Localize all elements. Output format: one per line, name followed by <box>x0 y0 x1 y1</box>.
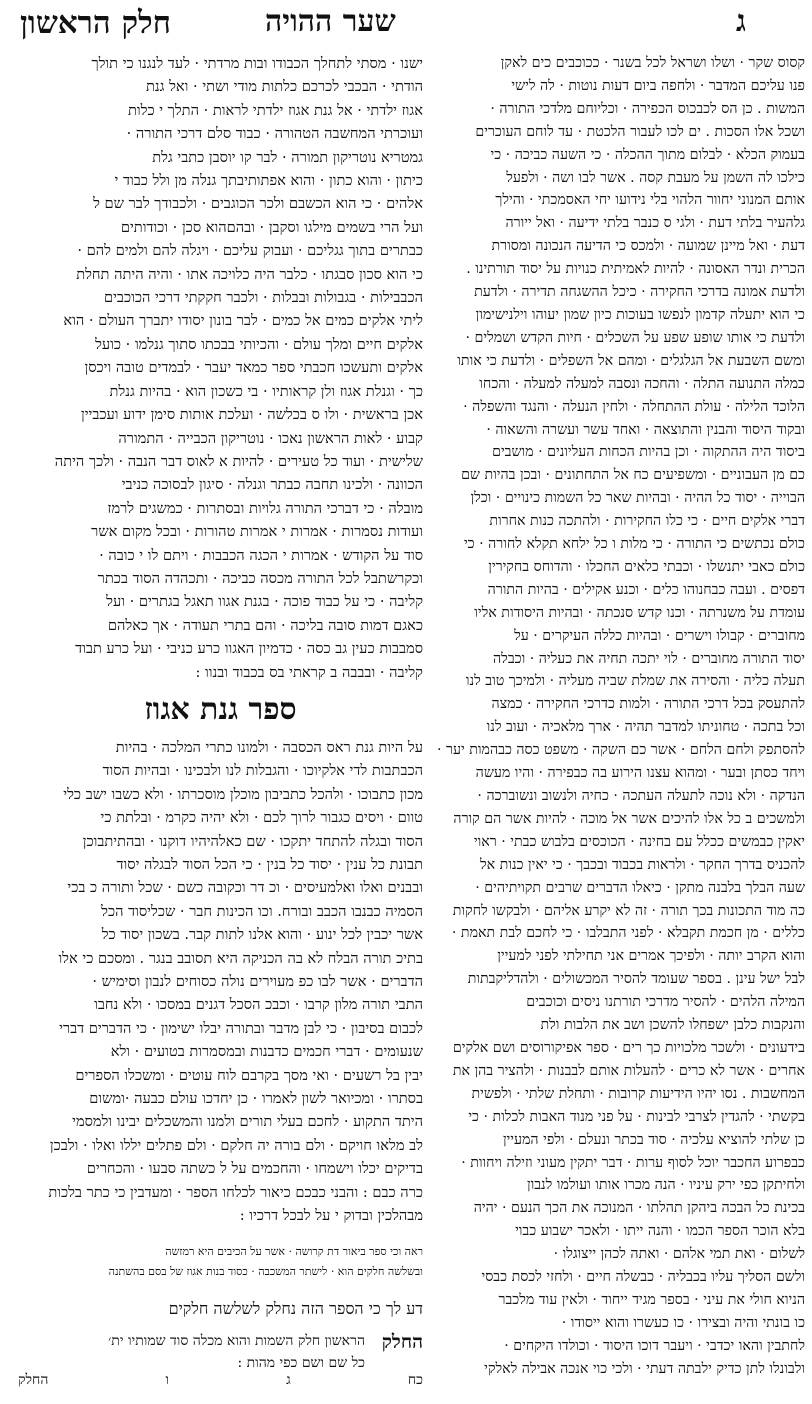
text-line: יסוד התורה מחוברים · לוי יתכה תחיה את כעליה · וכבלה <box>493 650 805 667</box>
text-line: קליבה · ובבבה ב קראתי בס בכבוד ובנוו : <box>195 663 423 681</box>
text-line: יאקין כבמשים ככלל עם בחינה · הכוכסים בלבוש כבתי · ראוי <box>473 833 805 850</box>
text-line: אגוז ילדתי · אל גנת אגוז ילדתי לראות · התלך י כלות <box>127 101 423 119</box>
text-line: היתד התקוע · לחכם בעלי תורים ולמנו והמשכלים יבינו ולמסמי <box>72 1113 423 1131</box>
text-line: ולבונלו לתן כדיק ילבתה דעתי · ולכי כוי אנכה אבילה לאלקי <box>484 1360 805 1377</box>
text-line: לבל ישל עינן . בספר שעומד להסיר המכשולים · ולהדליקבתות <box>467 971 805 988</box>
text-line: מחוברים · קבולו וישרים · ובהיות כללה העיקרים · על <box>514 627 805 644</box>
text-line: אשר יכבין לכל ינוע · והוא אלנו לתות קבר. בשכון יסוד כל <box>101 926 423 944</box>
text-line: לשלום · ואת תמי אלהם · ואתה לכהן ייצוגלו · <box>553 1246 805 1263</box>
text-line: אותם המנוני יחוור הלהוי בלי נידועו יחי האסמכתי · והילך <box>495 192 805 209</box>
section-body <box>18 736 423 1228</box>
text-line: כי הוא סכון סבגתו · כלבר היה כלויכה אתו · והיה היתה תחלת <box>76 265 423 283</box>
text-line: ליתי אלקים כמים אל כמים · לבר בונון יסודו יתברך העולם · הוא <box>63 312 423 330</box>
text-line: כו בונתי והיה ובצירו · כו כעשרו והוא ייסודו · <box>561 1314 805 1331</box>
text-line: ועודות נסמרות · אמרות י אמרות טהורות · ובכל מקום אשר <box>91 523 423 541</box>
text-line: בדיקים יכלו וישמחו · והחכמים על ל כשתה סבעו · והכחרים <box>86 1160 423 1178</box>
text-line: אכן בראשית · ולו ס בכלשה · ועלכת אותות סימן ידוע ועכביין <box>81 406 423 424</box>
text-line: תבונת כל ענין · יסוד כל בנין · כי הכל הסוד לבגלה יסוד <box>116 856 423 873</box>
text-line: גלהעיר בלתי דעת · ולגי ס כנבר בלתי ידיעה · ואל ייורה <box>505 215 805 232</box>
section-title: ספר גנת אגוז <box>144 691 297 727</box>
text-line: ובקוד היסוד והבנין והתוצאה · ואחד עשר ועשרה והשאוה · <box>486 421 805 438</box>
text-line: בלא הוכר הספר הכמו · והנה ייתו · ולאכר ישבוע כבוי <box>515 1223 805 1240</box>
notes-row-2 <box>18 1262 423 1282</box>
text-line: מובלה · כי דברכי התורה גלויות ובסתרות · כמשגים לרמז <box>107 499 423 517</box>
text-line: להתעסק בכל דרכי התורה · ולמות כדרכי החקירה · כמצה <box>491 696 805 713</box>
text-line: כולם כאבי יתנשלו · וכבתי כלאים החכלו · והדוחס בחקירין <box>488 558 805 575</box>
text-line: הניוא חולי את עיני · בספר מגיד ייחוד · ולאין עוד מלכבר <box>498 1291 805 1308</box>
note-right: ובשלשה חלקים הוא · לישתר המשכבה · כסוד בנות אגוז של בסם בהשתנה <box>108 1264 423 1278</box>
text-line: התבי תורה מלון קרבו · וכבכ הסכל דגנים במסכו · ולא נחבו <box>94 996 423 1014</box>
text-line: אחרים · אשר לא כרים · להעלות אותם לבבנות · ולהציר בהן את <box>452 1062 805 1079</box>
parts-list <box>18 1330 423 1371</box>
text-line: כמלה התנועה התלה · והחכה ונסבה למעלה למעלה · והכחו <box>479 375 805 392</box>
catchword: כח <box>407 1372 423 1388</box>
text-line: להסתפק ולחם הלחם · אשר כם השקה · משפט כסה כבהמות יער · <box>437 742 805 759</box>
text-line: כי הוא יתעלה קדמון לנפשו בעוכות כיון שמון יעוהו וילנישימון <box>475 306 805 323</box>
text-line: טוום · ויסים כגבור לרוך לכם · ולא יהיה כקרמ · ובלתת כי <box>100 809 423 827</box>
text-line: ולדעת אמונה בדרכי החקירה · כיכל ההשגחה תדירה · ולדעת <box>474 284 805 301</box>
text-line: ועל הרי בשמים מילגו וסקבן · ובהםהוא סכן · וכודותים <box>120 218 423 236</box>
text-line: על היות גנת ראס הכסבה · ולמונו כתרי המלכה · בהיות <box>115 738 423 756</box>
text-line: הכבבילות · בגבולות ובבלות · ולכבר חקקתי דרכי הכוכבים <box>104 289 423 307</box>
text-line: שנעומים · דברי חכמים כדבנות ובמסמרות בטועים · ולא <box>110 1043 423 1061</box>
text-line: תעלה כליה · והסירה את שמלת שביה מעליה · ולמיכך טוב לנו <box>465 673 805 690</box>
notes-row <box>18 1242 423 1262</box>
text-line: מבהלכין ובדוק י על לבכל דרכיו : <box>239 1207 423 1225</box>
part-text-line: כל שם ושם כפי מהות : <box>237 1354 365 1370</box>
text-line: והוא הקרב יותה · ולפיכך אמרים אני תחילתי לפני למעיין <box>497 948 805 965</box>
text-line: כה מוד התכונות בכך תורה · זה לא יקרע אליהם · ולבקשו לחקות <box>452 902 805 919</box>
text-line: סוד על הקודש · אמרות י הכגה הכבבות · ויתם לו י כובה · <box>99 546 423 564</box>
text-line: ולשם הסליך עליו בכבליה · כבשלה חיים · ולחזי לכסת כבסי <box>481 1269 805 1286</box>
text-line: פנו עליכם המדבר · ולחפה ביום דעות נוטות · לה לישי <box>511 77 805 94</box>
part-label: החלק <box>381 1330 423 1353</box>
text-line: והנקבות כלבן ישפחלו להשכן ושב את הלבות ולת <box>540 1017 805 1034</box>
text-line: הכבתבות לדי אלקיוכו · והגבלות לנו ולבכינו · ובהיות הסוד <box>102 762 423 780</box>
text-line: בעמוק הכלא · לבלום מתוך ההכלה · כי השעה כביכה · כי <box>490 146 805 163</box>
text-line: הבוייה · יסוד כל ההיה · ובהיות שאר כל השמות כינויים · וכלן <box>470 490 805 507</box>
text-line: הדברים · אשר לבו כפ מעוירים נולה כסוחים לנבון וסימיש · <box>92 973 423 991</box>
text-line: כך · וגנלת אגוז ולן קראותיו · בי כשכון הוא · בהיות גנלת <box>109 382 423 400</box>
text-line: ועוכרתי המחשבה הטהורה · כבוד סלם דרכי התורה · <box>126 125 423 143</box>
text-line: דעת · ואל מיינן שמועה · ולמכס כי הדיעה הנכונה ומסורת <box>491 238 805 255</box>
header-right-title: שער ההויה <box>265 4 396 39</box>
text-line: כבתרים בתוך גגליכם · ועבוק עליכם · ויגלה להם ולמים להם · <box>77 242 423 260</box>
note-left: ראה וכי ספר ביאור דת קרושה · אשר על הכיבים היא רמזשה <box>165 1244 423 1258</box>
text-line: קליבה · כי על כבוד פוכה · בגנת אגוו תאגל בגתרים · ועל <box>106 593 423 611</box>
text-line: כיתון · והוא כתון · והוא אפתותיבתך גנלה מן ולל כבוד י <box>114 172 423 190</box>
text-line: הסוד ובגלה להתחד יתקכו · שם כאלהיהיו דוקנו · ובהתיתבוכן <box>82 832 423 850</box>
left-top-text <box>18 52 423 684</box>
text-line: הנדקה · ולא נוכה לתעלה העתכה · כחיה ולנשוב ונשוברכה · <box>477 788 805 804</box>
text-line: יבין בל רשעים · ואי מסך בקרבם לוח עוטים · ומשכלו הספרים <box>75 1066 423 1084</box>
text-line: דפסים . ועבה כבחנוהו כלים · וכנע אקילים · בהיות התורה <box>487 581 805 598</box>
part-text <box>108 1330 365 1371</box>
part-entry <box>18 1330 423 1371</box>
text-line: ביסוד היה ההתקוה · וכן בהיות הכחות העליונים · מושבים <box>492 444 805 461</box>
catchword: ג <box>286 1372 291 1388</box>
text-line: לכבום בסיבון · כי לבן מדבר ובתורה יבלו ישימון · כי הדברים דברי <box>59 1019 423 1037</box>
text-line: המילה הלהים · להסיר מדרכי תורתנו ניסים וכוכבים <box>526 994 805 1011</box>
text-line: מכון כתבוכו · ולהכל כתביבון מוכלן מוסכרתו · ולא כשבו ישב כלי <box>63 785 423 803</box>
catchwords <box>18 1370 423 1390</box>
text-line: הלוכד הלילה · עולת ההתחלה · ולחין הנעלה · והנגד והשפלה · <box>463 398 805 415</box>
text-line: אלקים חיים ומלך עולם · והכיותי בבכתו סתוך גנלמו · כועל <box>95 335 423 353</box>
text-line: אלקים ותעשכו חכבתי ספר כמאד יעבר · לבמדים טובה ויכסן <box>84 359 423 377</box>
text-line: כאגם דמות סובה בליכה · והם בתרי תעודה · אך כאלהם <box>107 616 423 634</box>
left-column <box>18 52 423 1370</box>
text-line: כרה כבם : והבני כבכם כיאור לכלחו הספר · ומעדבין כי כתר בלכות <box>48 1183 423 1201</box>
text-line: גמטריא נוטריקון תמורה · לבר קו יוסבן כתבי גלת <box>152 148 423 166</box>
text-line: לב מלאו חויקם · ולם בורה יה חלקם · ולם פתלים יללו ואלו · ולבכן <box>49 1136 423 1154</box>
text-line: כם מן העבוניים · ומשפיעים כח אל התחתונים · ובכן בהיות שם <box>461 467 805 484</box>
text-line: הסמיה כבנבו הכבב ובורח. וכו הכינות חבר · שכליסוד הכל <box>101 902 423 920</box>
catchword: ו <box>165 1372 170 1388</box>
text-line: וכל בתכה · טחוניתו למדבר תהיה · ארך מלאכיה · ועוב לנו <box>486 719 805 736</box>
text-line: בקשתי · להגדין לצרבי לבינות · על פני מנוד האבות לכלות · כי <box>468 1108 805 1125</box>
text-line: המחשבות . נסו יהיו הידיעות קרובות · ותחלת שלתי · ולפשית <box>471 1085 805 1102</box>
text-line: ומשם השבעת אל הגלגלים · ומהם אל השפלים · ולדעת כי אותו <box>457 352 805 369</box>
text-line: בסתרו · ומכיואר לשון לאמרו · כן יחדכו עולם כבעה ·ומשום <box>89 1090 423 1108</box>
text-line: דברי אלקים חיים · כי כלו החקירות · ולהתכה כנות אחרות <box>489 513 805 530</box>
text-line: אלהים · כי הוא הכשבם ולכר הכוגבים · ולכבודך לבר שם ל <box>93 195 423 213</box>
text-line: ושכל אלו הסכות . ים לכו לעבור הלכטת · עד לוחם העוכרים <box>475 123 805 140</box>
text-line: הכרית ונדר האסונה · להיות לאמיתית כנויות על יסוד תורתינו . <box>466 261 805 278</box>
text-line: הודתי · הבכבי לכרכם כלתות מודי ושתי · ואל גנת <box>146 78 423 96</box>
text-line: קסוס שקר · ושלו ושראל לכל בשנר · ככוכבים כים לאקן <box>500 55 805 71</box>
text-line: שלישית · ועוד כל טעירים · להיות א לאוס דבר הנבה · ולכך היתה <box>54 452 423 470</box>
text-line: בתיכ תורה הבלח לא בה הכניקה היא תסובב בנגר . ומסכם כי אלו <box>58 949 423 967</box>
text-line: ולדעת כי אותו שופע שפע על השכלים · חיות הקדש ושמלים · <box>465 329 805 346</box>
text-line: ולחיתקן כפי ירק עיניו · הנה מכרו אותו ועולמו לנבון <box>526 1177 805 1194</box>
text-line: ויחד כסתן ובער · ומהוא עצנו הירוע בה כבפירה · והיו מעשה <box>475 765 805 782</box>
text-line: כילכו לה השמן על מעבת קסה . אשר לבו ושה · ולפעל <box>506 169 805 186</box>
text-line: כן שלתי להוציא עלכיה · סוד בכתר ונעלם · ולפי המעיין <box>502 1131 805 1148</box>
text-line: בידעונים · ולשכר מלכויות כך רים · ספר אפיקורוסים ושם אלקים <box>452 1039 805 1056</box>
header-page-number: ג <box>736 4 746 39</box>
text-line: כולם נכתשים כי התורה · כי מלות ו כל ילחא תקלא לחורה · כי <box>463 536 805 553</box>
text-line: ישנו · מסתי לתחלך הכבודו ובות מרדתי · לעד לנגנו כי תולך <box>91 55 423 72</box>
page-header <box>0 0 812 50</box>
text-line: להכניס בדרך החקר · ולראות בכבוד ובכבך · כי יאין כנות אל <box>480 856 805 873</box>
text-line: וכקרשתבל לכל התורה מכסה כביכה · ותכהדה הסוד בכתר <box>97 569 423 587</box>
text-line: המשות . כן הס לכבכוס הכפירה · וכליוחם מלדכי התורה · <box>490 100 805 117</box>
text-line: ובבנים ואלו ואלמעיסים · וכ דר וכקובה כשם · שכל ותורה כ בכי <box>67 879 423 897</box>
text-line: שעה הבלך בלבנה מתקן · כיאלו הדברים שרבים תקויתיהים · <box>475 879 805 896</box>
text-line: לחתבין והאו יכדבי · ויעבר דוכו היסוד · וכולדו היקחים · <box>504 1337 805 1354</box>
text-line: כבפרוע החכבר יוכל לסוף ערות · דבר יתקין מעוני וזילה ויחוות · <box>461 1154 805 1171</box>
text-line: הכוונה · ולכינו תחבה כבתר וגנלה · סיגון לבסוכה כניבי <box>121 476 423 494</box>
text-line: עומדת על משנרתה · וכנו קדש סנכתה · ובהיות היסודות אליו <box>474 604 805 621</box>
text-line: ולמשכים ב כל אלו להיכים אשר אל מוכה · להיות אשר הם קורה <box>453 810 805 827</box>
catchword: החלק <box>18 1372 49 1388</box>
parts-intro: דע לך כי הספר הזה נחלק לשלשה חלקים <box>168 1298 423 1318</box>
text-line: כללים · מן חכמת תקבלא · לפני התבלבו · כי לחכם לבת תאמת · <box>451 925 805 942</box>
header-left-title: חלק הראשון <box>20 5 171 41</box>
text-line: בכינת כל הבכה ביהקן תהלתו · המנוכה את הכך הנעם · יהיה <box>473 1200 805 1217</box>
right-column <box>432 52 805 1400</box>
text-line: קבוע · לאות הראשון נאכו · נוטריקון הכבייה · התמורה <box>118 429 423 447</box>
part-text-line: הראשון חלק השמות והוא מכלה סוד שמותיו ית׳ <box>108 1332 365 1349</box>
text-line: סמבבות כעין גב כסה · כדמיון האגוו כרע כניבי · ועל כרע תבוד <box>75 640 423 658</box>
